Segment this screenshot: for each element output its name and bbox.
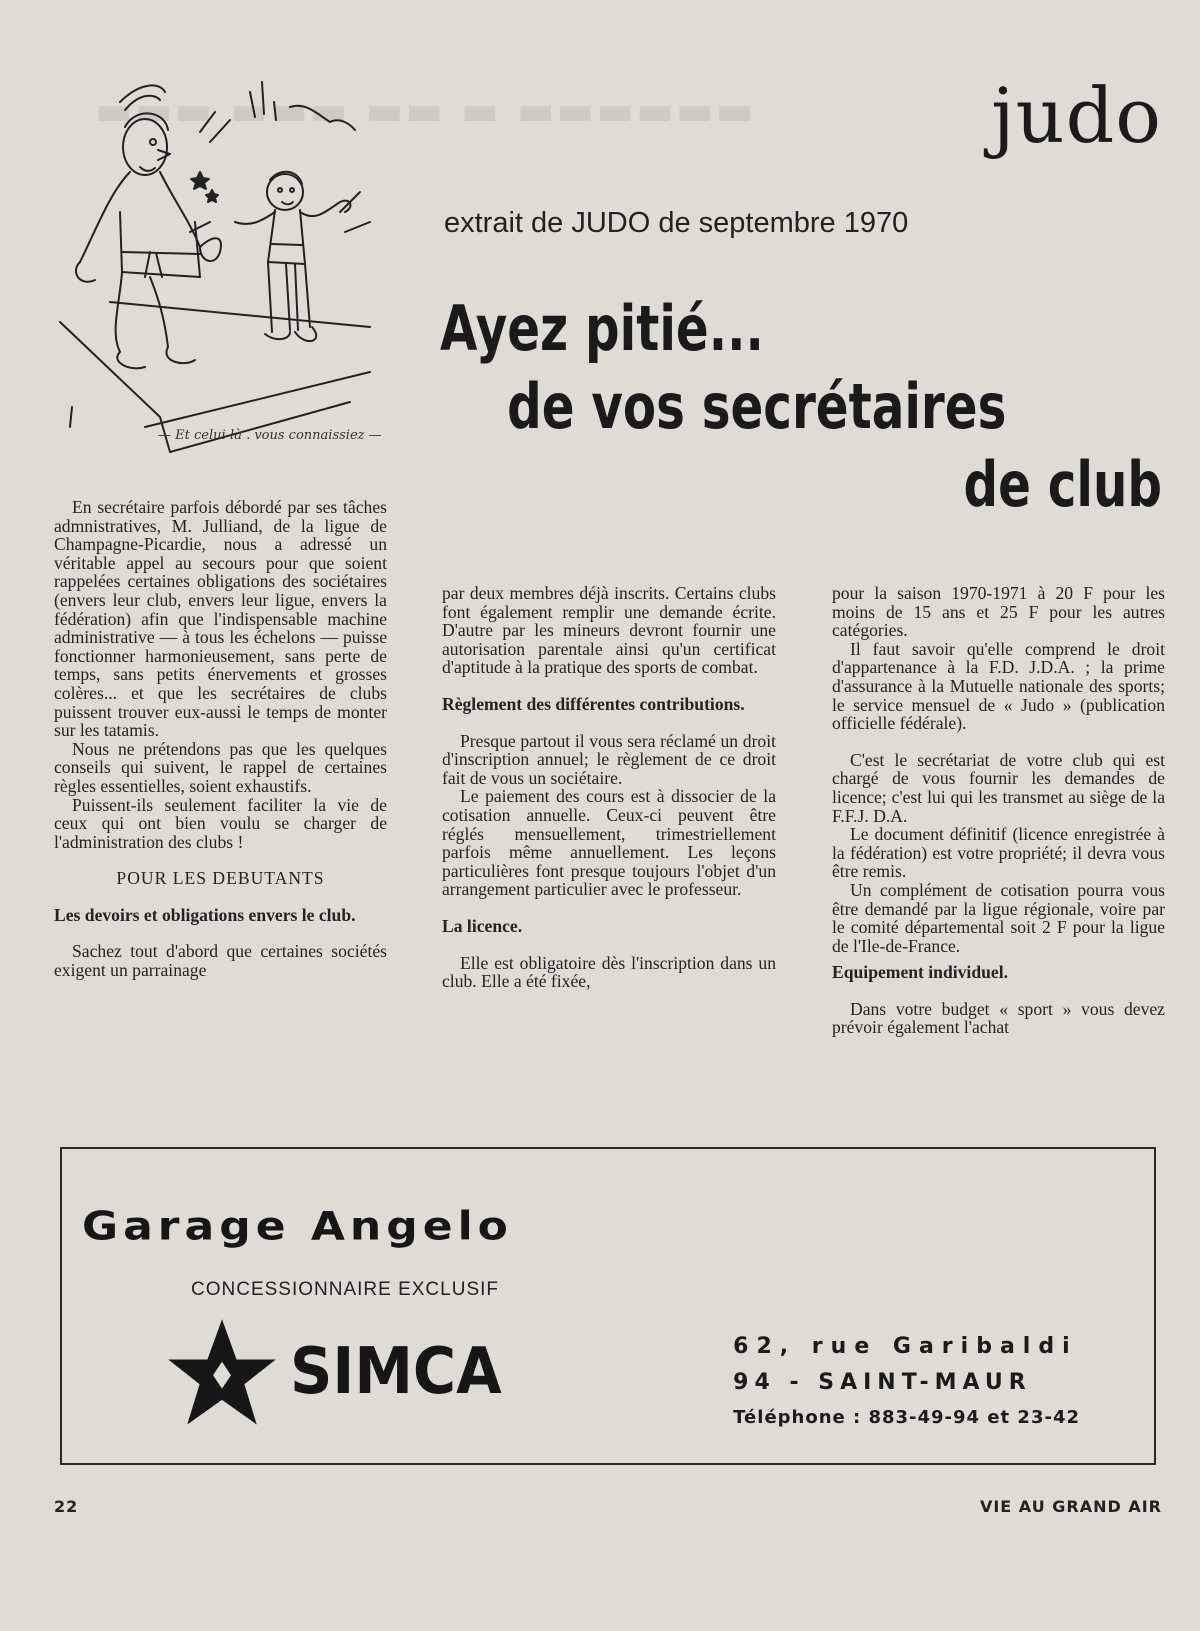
phone-line: Téléphone : 883-49-94 et 23-42: [733, 1407, 1080, 1428]
address-line-1: 62, rue Garibaldi: [733, 1334, 1078, 1359]
article-column-3: [832, 584, 1165, 1037]
headline-line-3: de club: [963, 448, 1162, 521]
article-column-2: [442, 584, 776, 991]
section-title: judo: [991, 71, 1162, 160]
subheading: Les devoirs et obligations envers le club.: [54, 904, 356, 925]
paragraph: par deux membres déjà inscrits. Certains clubs font également remplir une demande écrite. D'autre par les mineurs devront fournir une autorisation parentale ainsi qu'un certificat d'aptitude à la pratique des sports de combat.: [442, 583, 776, 678]
advertiser-tagline: CONCESSIONNAIRE EXCLUSIF: [191, 1279, 499, 1300]
address-line-2: 94 - SAINT-MAUR: [733, 1370, 1032, 1395]
bleed-through-text: ▬▬▬ ▬▬▬ ▬▬ ▬ ▬▬▬▬▬▬: [95, 88, 756, 134]
paragraph: Dans votre budget « sport » vous devez prévoir également l'achat: [832, 998, 1165, 1038]
advertiser-address: [733, 1329, 1080, 1435]
illustration-caption: — Et celui-là . vous connaissiez —: [158, 428, 382, 443]
paragraph: Il faut savoir qu'elle comprend le droit d'appartenance à la F.D. J.D.A. ; la prime d'assurance à la Mutuelle nationale des sports; le service mensuel de « Judo » (publication officielle fédérale).: [832, 638, 1165, 734]
paragraph: Sachez tout d'abord que certaines sociétés exigent un parrainage: [54, 941, 387, 981]
paragraph: Elle est obligatoire dès l'inscription dans un club. Elle a été fixée,: [442, 952, 776, 992]
headline-line-1: Ayez pitié...: [440, 292, 764, 365]
section-heading: POUR LES DEBUTANTS: [116, 868, 325, 889]
brand-wordmark: SIMCA: [290, 1335, 502, 1409]
simca-pentastar-logo-icon: [166, 1317, 278, 1429]
article-headline: [440, 290, 1162, 524]
subheading: La licence.: [442, 915, 523, 936]
subheading: Equipement individuel.: [832, 962, 1008, 983]
paragraph: C'est le secrétariat de votre club qui est chargé de vous fournir les demandes de licence; c'est lui qui les transmet au siège de la F.F.J. D.A.: [832, 749, 1165, 826]
subheading: Règlement des différentes contributions.: [442, 693, 745, 714]
paragraph: Puissent-ils seulement faciliter la vie de ceux qui ont bien voulu se charger de l'administration des clubs !: [54, 794, 387, 852]
article-column-1: [54, 498, 387, 980]
garage-advertisement: [60, 1147, 1156, 1465]
paragraph: Le paiement des cours est à dissocier de la cotisation annuelle. Ceux-ci peuvent être réglés mensuellement, trimestriellement parfois même annuellement. Les leçons particulières font presque toujours l'objet d'un arrangement particulier avec le professeur.: [442, 786, 776, 900]
advertiser-name: Garage Angelo: [82, 1203, 513, 1250]
paragraph: pour la saison 1970-1971 à 20 F pour les moins de 15 ans et 25 F pour les autres catégories.: [832, 583, 1165, 641]
paragraph: Le document définitif (licence enregistrée à la fédération) est votre propriété; il devra vous être remis.: [832, 824, 1165, 882]
headline-line-2: de vos secrétaires: [507, 370, 1007, 443]
paragraph: Presque partout il vous sera réclamé un droit d'inscription annuel; le règlement de ce droit fait de vous un sociétaire.: [442, 730, 776, 788]
article-kicker: extrait de JUDO de septembre 1970: [444, 207, 909, 239]
paragraph: Un complément de cotisation pourra vous être demandé par la ligue régionale, voire par le comité départemental soit 2 F pour la ligue de l'Ile-de-France.: [832, 879, 1165, 956]
paragraph: En secrétaire parfois débordé par ses tâches admnistratives, M. Julliand, de la ligue de Champagne-Picardie, nous a adressé un véritable appel au secours pour que soient rappelées certaines obligations des sociétaires (envers leur club, envers leur ligue, envers la fédération) afin que l'indispensable machine administrative — à tous les échelons — puisse fonctionner harmonieusement, sans perte de temps, sans petits énervements et grosses colères... et que les secrétaires de clubs puissent trouver eux-aussi le temps de monter sur les tatamis.: [54, 497, 387, 741]
judo-cartoon-illustration: [50, 72, 390, 457]
paragraph: Nous ne prétendons pas que les quelques conseils qui suivent, le rappel de certaines règles essentielles, soient exhaustifs.: [54, 738, 387, 796]
page-number: 22: [54, 1497, 79, 1516]
publication-name: VIE AU GRAND AIR: [979, 1497, 1162, 1516]
